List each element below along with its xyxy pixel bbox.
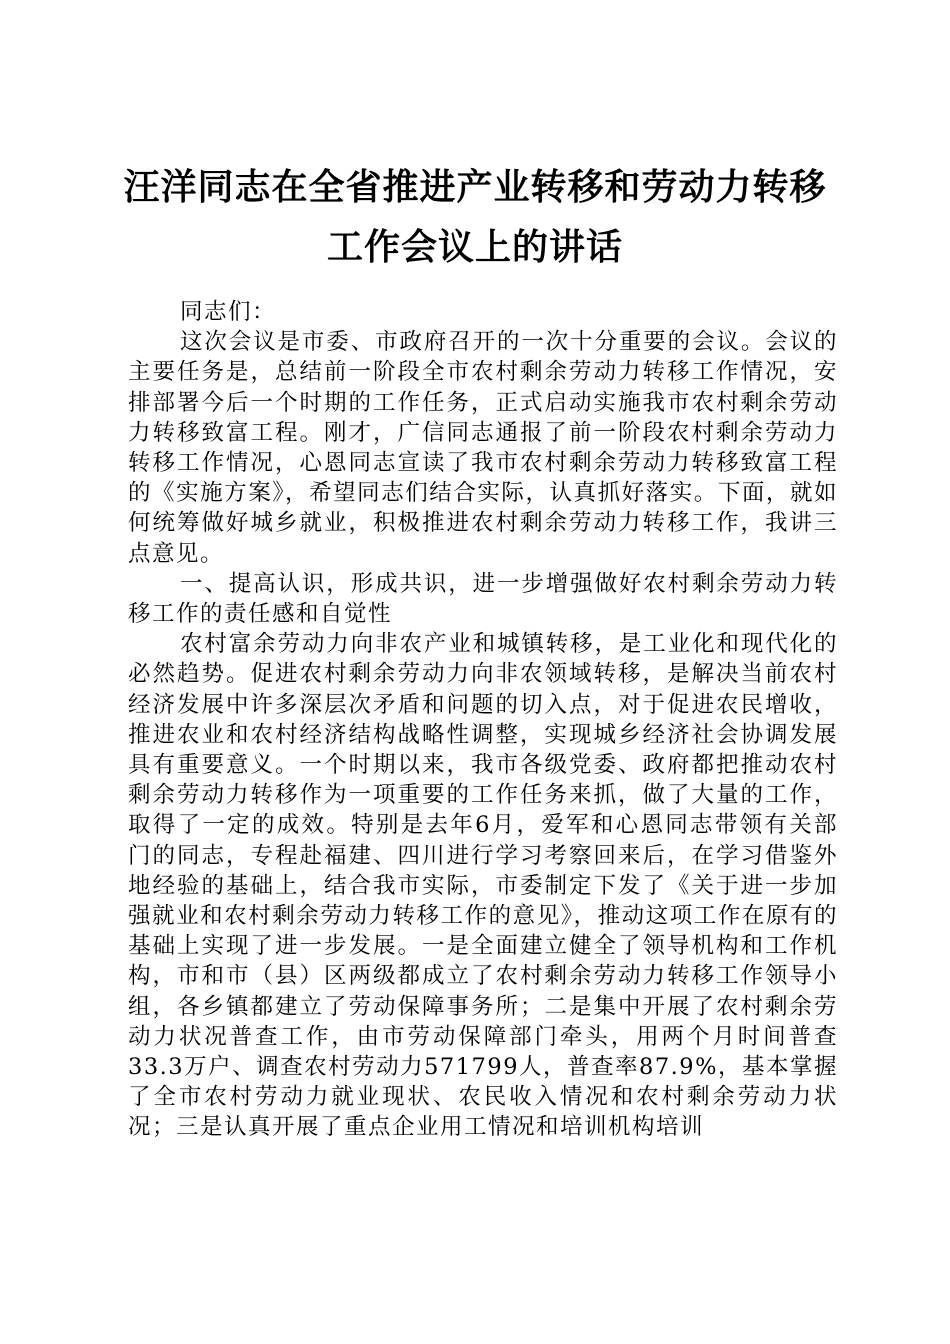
body-paragraph: 农村富余劳动力向非农产业和城镇转移，是工业化和现代化的必然趋势。促进农村剩余劳动力向非农领域转移，是解决当前农村经济发展中许多深层次矛盾和问题的切入点，对于促进农民增收，推进农业和农村经济结构战略性调整，实现城乡经济社会协调发展具有重要意义。一个时期以来，我市各级党委、政府都把推动农村剩余劳动力转移作为一项重要的工作任务来抓，做了大量的工作，取得了一定的成效。特别是去年6月，爱军和心恩同志带领有关部门的同志，专程赴福建、四川进行学习考察回来后，在学习借鉴外地经验的基础上，结合我市实际，市委制定下发了《关于进一步加强就业和农村剩余劳动力转移工作的意见》，推动这项工作在原有的基础上实现了进一步发展。一是全面建立健全了领导机构和工作机构，市和市（县）区两级都成立了农村剩余劳动力转移工作领导小组，各乡镇都建立了劳动保障事务所；二是集中开展了农村剩余劳动力状况普查工作，由市劳动保障部门牵头，用两个月时间普查33.3万户、调查农村劳动力571799人，普查率87.9%，基本掌握了全市农村劳动力就业现状、农民收入情况和农村剩余劳动力状况；三是认真开展了重点企业用工情况和培训机构培训 — [128, 631, 838, 1141]
document-title: 汪洋同志在全省推进产业转移和劳动力转移工作会议上的讲话 — [123, 166, 827, 268]
intro-paragraph: 这次会议是市委、市政府召开的一次十分重要的会议。会议的主要任务是，总结前一阶段全市农村剩余劳动力转移工作情况，安排部署今后一个时期的工作任务，正式启动实施我市农村剩余劳动力转移致富工程。刚才，广信同志通报了前一阶段农村剩余劳动力转移工作情况，心恩同志宣读了我市农村剩余劳动力转移致富工程的《实施方案》，希望同志们结合实际，认真抓好落实。下面，就如何统筹做好城乡就业，积极推进农村剩余劳动力转移工作，我讲三点意见。 — [128, 329, 838, 567]
salutation-paragraph: 同志们： — [180, 299, 277, 325]
document-body — [128, 297, 838, 1143]
section-heading: 一、提高认识，形成共识，进一步增强做好农村剩余劳动力转移工作的责任感和自觉性 — [128, 570, 838, 628]
